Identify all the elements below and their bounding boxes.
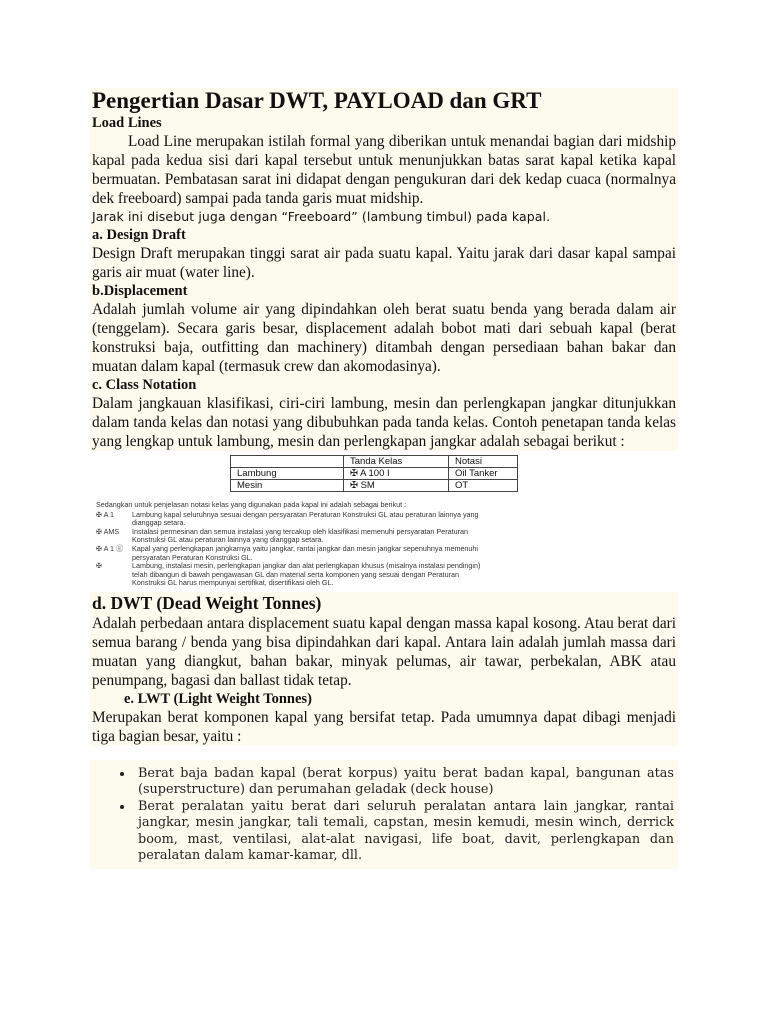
- table-header-row: [231, 456, 518, 468]
- class-table-area: [90, 451, 678, 495]
- load-lines-heading: Load Lines: [92, 115, 162, 131]
- list-item: [96, 511, 486, 528]
- table-cell: ✠ A 100 I: [344, 468, 449, 480]
- load-lines-paragraph: Load Line merupakan istilah formal yang diberikan untuk menandai bagian dari midship kapal pada kedua sisi dari kapal tersebut untuk menunjukkan batas sarat kapal ketika kapal bermuatan. Pembatasan sarat ini didapat dengan pengukuran dari dek kedap cuaca (normalnya dek freeboard) sampai pada tanda garis muat midship.: [92, 133, 676, 207]
- table-cell: OT: [449, 480, 518, 492]
- note-text: Instalasi permesinan dan semua instalasi yang tercakup oleh klasifikasi memenuhi persyaratan Peraturan Konstruksi GL atau peraturan lainnya yang dianggap setara.: [132, 526, 468, 545]
- table-header-cell: Tanda Kelas: [344, 456, 449, 468]
- note-symbol: ✠ AMS: [96, 526, 120, 536]
- table-row: [231, 480, 518, 492]
- table-header-cell: [231, 456, 344, 468]
- list-item: • Berat peralatan yaitu berat dari seluruh peralatan antara lain jangkar, rantai jangkar, mesin jangkar, tali temali, capstan, mesin kemudi, mesin winch, derrick boom, mast, ventilasi, alat-alat navigasi, life boat, davit, perlengkapan dan peralatan dalam kamar-kamar, dll.: [134, 799, 674, 865]
- class-notation-heading: c. Class Notation: [92, 377, 197, 393]
- upper-text-block: [90, 88, 678, 451]
- spacer: [90, 746, 678, 760]
- dwt-heading: d. DWT (Dead Weight Tonnes): [92, 592, 322, 613]
- lwt-paragraph: Merupakan berat komponen kapal yang bersifat tetap. Pada umumnya dapat dibagi menjadi tiga bagian besar, yaitu :: [92, 708, 676, 745]
- note-text: Lambung kapal seluruhnya sesuai dengan persyaratan Peraturan Konstruksi GL atau peraturan lainnya yang dianggap setara.: [132, 509, 479, 528]
- note-symbol: ✠ A 1: [96, 509, 115, 519]
- table-row: [231, 468, 518, 480]
- displacement-heading: b.Displacement: [92, 283, 188, 299]
- lwt-bullet-list: [90, 760, 678, 869]
- list-item: [96, 528, 486, 545]
- displacement-paragraph: Adalah jumlah volume air yang dipindahkan oleh berat suatu benda yang berada dalam air (tenggelam). Secara garis besar, displacement adalah bobot mati dari sebuah kapal (berat konstruksi baja, outfitting dan machinery) ditambah dengan persediaan bahan bakar dan muatan dalam kapal (termasuk crew dan akomodasinya).: [92, 301, 676, 375]
- design-draft-paragraph: Design Draft merupakan tinggi sarat air pada suatu kapal. Yaitu jarak dari dasar kapal sampai garis air muat (water line).: [92, 245, 676, 281]
- note-symbol: ✠: [96, 561, 103, 571]
- page-title: Pengertian Dasar DWT, PAYLOAD dan GRT: [92, 88, 542, 113]
- notes-heading: Sedangkan untuk penjelasan notasi kelas yang digunakan pada kapal ini adalah sebagai berikut :: [96, 500, 407, 509]
- list-item: • Berat baja badan kapal (berat korpus) yaitu berat badan kapal, bangunan atas (superstructure) dan perumahan geladak (deck house): [134, 766, 674, 799]
- table-cell: ✠ SM: [344, 480, 449, 492]
- lower-text-block: [90, 592, 678, 746]
- table-cell: Oil Tanker: [449, 468, 518, 480]
- dwt-paragraph: Adalah perbedaan antara displacement suatu kapal dengan massa kapal kosong. Atau berat dari semua barang / benda yang bisa dipindahkan dari kapal. Antara lain adalah jumlah massa dari muatan yang diangkut, bahan bakar, minyak pelumas, air tawar, perbekalan, ABK atau penumpang, bagasi dan ballast tidak tetap.: [92, 614, 676, 689]
- class-notes-block: [90, 495, 490, 592]
- load-lines-tail: Jarak ini disebut juga dengan “Freeboard” (lambung timbul) pada kapal.: [92, 209, 551, 224]
- lwt-heading: e. LWT (Light Weight Tonnes): [124, 690, 312, 707]
- document-page: [90, 88, 678, 869]
- class-table: [230, 455, 518, 492]
- note-text: Lambung, instalasi mesin, perlengkapan jangkar dan alat perlengkapan khusus (misalnya instalasi pendingin) telah dibangun di bawah pengawasan GL dan material serta komponen yang sesuai dengan Peraturan Konstruksi GL harus mempunyai sertifikat, disertifikasi oleh GL.: [132, 561, 481, 588]
- table-header-cell: Notasi: [449, 456, 518, 468]
- list-item: [96, 545, 486, 562]
- table-cell: Lambung: [231, 468, 344, 480]
- class-notation-paragraph: Dalam jangkauan klasifikasi, ciri-ciri lambung, mesin dan perlengkapan jangkar ditunjukkan dalam tanda kelas dan notasi yang dibubuhkan pada tanda kelas. Contoh penetapan tanda kelas yang lengkap untuk lambung, mesin dan perlengkapan jangkar adalah sebagai berikut :: [92, 395, 676, 450]
- note-symbol: ✠ A 1 Ⓔ: [96, 543, 124, 553]
- list-item: [96, 562, 486, 588]
- table-cell: Mesin: [231, 480, 344, 492]
- design-draft-heading: a. Design Draft: [92, 227, 186, 243]
- note-text: Kapal yang perlengkapan jangkarnya yaitu jangkar, rantai jangkar dan mesin jangkar sepenuhnya memenuhi persyaratan Peraturan Konstruksi GL.: [132, 543, 479, 562]
- bullet-block: [90, 760, 678, 869]
